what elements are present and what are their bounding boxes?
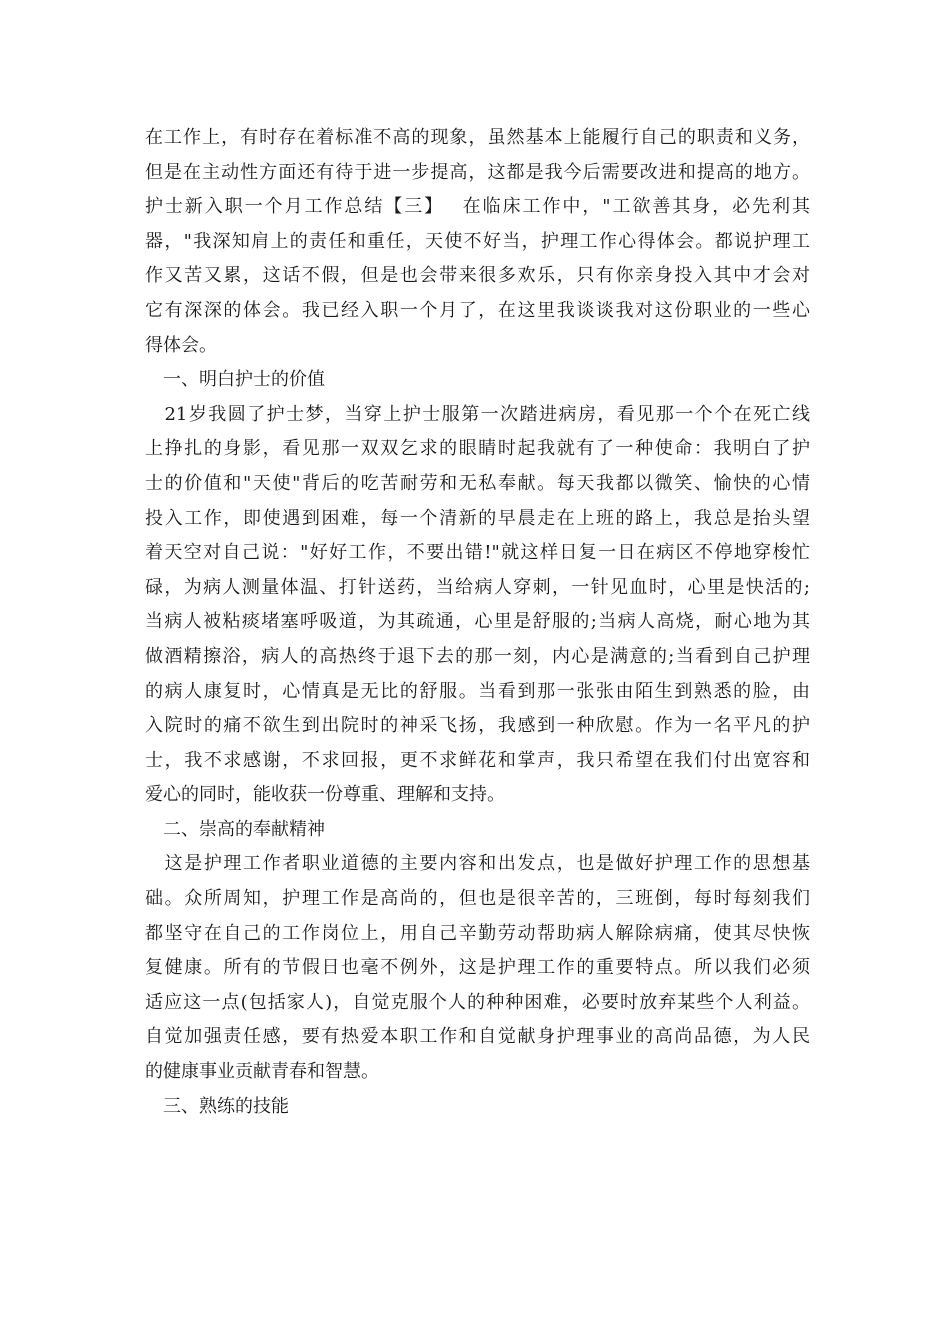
text-line: 适应这一点(包括家人)，自觉克服个人的种种困难，必要时放弃某些个人利益。 bbox=[145, 991, 810, 1013]
text-line: 复健康。所有的节假日也毫不例外，这是护理工作的重要特点。所以我们必须 bbox=[145, 957, 810, 979]
text-line: 碌，为病人测量体温、打针送药，当给病人穿刺，一针见血时，心里是快活的; bbox=[145, 576, 810, 598]
text-line: 投入工作，即使遇到困难，每一个清新的早晨走在上班的路上，我总是抬头望 bbox=[145, 507, 810, 529]
text-line: 础。众所周知，护理工作是高尚的，但也是很辛苦的，三班倒，每时每刻我们 bbox=[145, 888, 810, 910]
text-line: 作又苦又累，这话不假，但是也会带来很多欢乐，只有你亲身投入其中才会对 bbox=[145, 265, 810, 287]
text-line: 自觉加强责任感，要有热爱本职工作和自觉献身护理事业的高尚品德，为人民 bbox=[145, 1026, 810, 1048]
text-line: 器，"我深知肩上的责任和重任，天使不好当，护理工作心得体会。都说护理工 bbox=[145, 230, 810, 252]
text-line: 入院时的痛不欲生到出院时的神采飞扬，我感到一种欣慰。作为一名平凡的护 bbox=[145, 715, 810, 737]
text-line: 但是在主动性方面还有待于进一步提高，这都是我今后需要改进和提高的地方。 bbox=[145, 161, 810, 183]
section-heading: 一、明白护士的价值 bbox=[145, 369, 325, 391]
text-line: 当病人被粘痰堵塞呼吸道，为其疏通，心里是舒服的;当病人高烧，耐心地为其 bbox=[145, 611, 810, 633]
text-line: 它有深深的体会。我已经入职一个月了，在这里我谈谈我对这份职业的一些心 bbox=[145, 299, 810, 321]
text-line: 的健康事业贡献青春和智慧。 bbox=[145, 1061, 379, 1083]
document-body bbox=[145, 121, 810, 1124]
text-line: 21岁我圆了护士梦，当穿上护士服第一次踏进病房，看见那一个个在死亡线 bbox=[145, 403, 810, 425]
text-line: 上挣扎的身影，看见那一双双乞求的眼睛时起我就有了一种使命：我明白了护 bbox=[145, 438, 810, 460]
text-line: 士的价值和"天使"背后的吃苦耐劳和无私奉献。每天我都以微笑、愉快的心情 bbox=[145, 472, 810, 494]
section-heading: 二、崇高的奉献精神 bbox=[145, 818, 325, 840]
text-line: 护士新入职一个月工作总结【三】 在临床工作中，"工欲善其身，必先利其 bbox=[145, 196, 810, 218]
text-line: 这是护理工作者职业道德的主要内容和出发点，也是做好护理工作的思想基 bbox=[145, 853, 810, 875]
section-heading: 三、熟练的技能 bbox=[145, 1095, 289, 1117]
text-line: 着天空对自己说："好好工作，不要出错!"就这样日复一日在病区不停地穿梭忙 bbox=[145, 542, 810, 564]
text-line: 士，我不求感谢，不求回报，更不求鲜花和掌声，我只希望在我们付出宽容和 bbox=[145, 749, 810, 771]
text-line: 爱心的同时，能收获一份尊重、理解和支持。 bbox=[145, 784, 505, 806]
text-line: 都坚守在自己的工作岗位上，用自己辛勤劳动帮助病人解除病痛，使其尽快恢 bbox=[145, 922, 810, 944]
text-line: 做酒精擦浴，病人的高热终于退下去的那一刻，内心是满意的;当看到自己护理 bbox=[145, 645, 810, 667]
text-line: 的病人康复时，心情真是无比的舒服。当看到那一张张由陌生到熟悉的脸，由 bbox=[145, 680, 810, 702]
text-line: 得体会。 bbox=[145, 334, 217, 356]
text-line: 在工作上，有时存在着标准不高的现象，虽然基本上能履行自己的职责和义务， bbox=[145, 127, 810, 148]
